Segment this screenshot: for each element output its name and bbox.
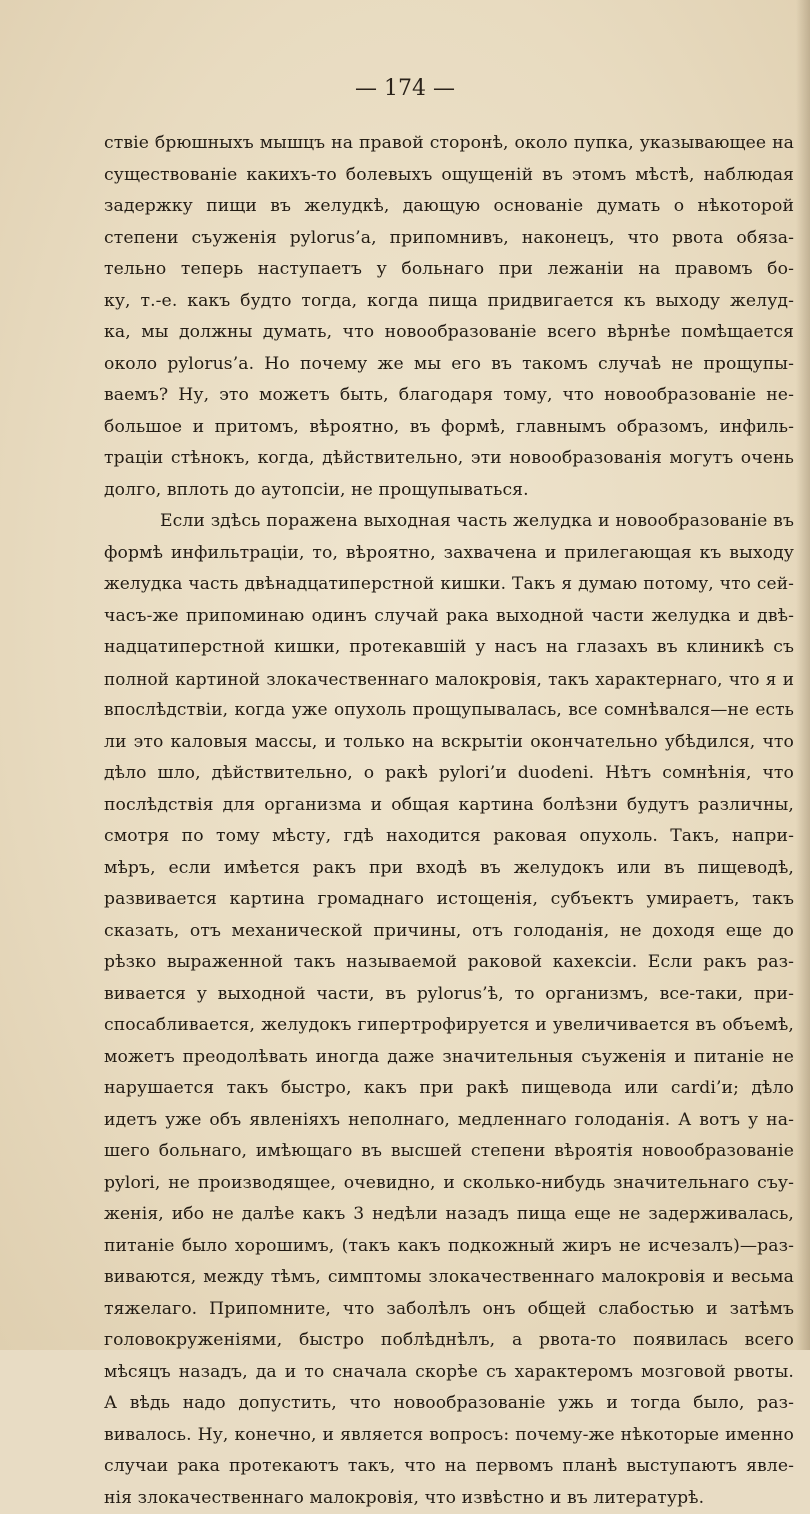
text-line: рѣзко выраженной такъ называемой раковой кахексіи. Если ракъ раз- <box>104 947 794 979</box>
text-line: А вѣдь надо допустить, что новообразованіе ужь и тогда было, раз- <box>104 1388 794 1420</box>
text-line: шего больнаго, имѣющаго въ высшей степени вѣроятія новообразованіе <box>104 1136 794 1168</box>
page-edge-shadow <box>796 0 810 1350</box>
text-line: смотря по тому мѣсту, гдѣ находится раковая опухоль. Такъ, напри- <box>104 821 794 853</box>
text-line: нія злокачественнаго малокровія, что извѣстно и въ литературѣ. <box>104 1483 794 1514</box>
text-line: мѣсяцъ назадъ, да и то сначала скорѣе съ характеромъ мозговой рвоты. <box>104 1357 794 1389</box>
text-line: развивается картина громаднаго истощенія, субъектъ умираетъ, такъ <box>104 884 794 916</box>
text-line: ваемъ? Ну, это можетъ быть, благодаря тому, что новообразованіе не- <box>104 380 794 412</box>
text-line: существованіе какихъ-то болевыхъ ощущеній въ этомъ мѣстѣ, наблюдая <box>104 160 794 192</box>
text-line: тяжелаго. Припомните, что заболѣлъ онъ общей слабостью и затѣмъ <box>104 1294 794 1326</box>
page-number: — 174 — <box>0 76 810 101</box>
text-line: ствіе брюшныхъ мышцъ на правой сторонѣ, около пупка, указывающее на <box>104 128 794 160</box>
text-line: дѣло шло, дѣйствительно, о ракѣ pylori’и duodeni. Нѣтъ сомнѣнія, что <box>104 758 794 790</box>
text-line: вивается у выходной части, въ pylorus’ѣ, то организмъ, все-таки, при- <box>104 979 794 1011</box>
text-line: ли это каловыя массы, и только на вскрытіи окончательно убѣдился, что <box>104 727 794 759</box>
body-text <box>104 128 794 1514</box>
text-line: виваются, между тѣмъ, симптомы злокачественнаго малокровія и весьма <box>104 1262 794 1294</box>
text-line: головокруженіями, быстро поблѣднѣлъ, а рвота-то появилась всего <box>104 1325 794 1357</box>
text-line: сказать, отъ механической причины, отъ голоданія, не доходя еще до <box>104 916 794 948</box>
text-line: надцатиперстной кишки, протекавшій у насъ на глазахъ въ клиникѣ съ <box>104 632 794 664</box>
text-line: впослѣдствіи, когда уже опухоль прощупывалась, все сомнѣвался—не есть <box>104 695 794 727</box>
text-line: около pylorus’a. Но почему же мы его въ такомъ случаѣ не прощупы- <box>104 349 794 381</box>
text-line: большое и притомъ, вѣроятно, въ формѣ, главнымъ образомъ, инфиль- <box>104 412 794 444</box>
text-line: степени съуженія pylorus’a, припомнивъ, наконецъ, что рвота обяза- <box>104 223 794 255</box>
text-line: часъ-же припоминаю одинъ случай рака выходной части желудка и двѣ- <box>104 601 794 633</box>
text-line: нарушается такъ быстро, какъ при ракѣ пищевода или cardi’и; дѣло <box>104 1073 794 1105</box>
text-line: спосабливается, желудокъ гипертрофируется и увеличивается въ объемѣ, <box>104 1010 794 1042</box>
text-line: мѣръ, если имѣется ракъ при входѣ въ желудокъ или въ пищеводѣ, <box>104 853 794 885</box>
text-line: траціи стѣнокъ, когда, дѣйствительно, эти новообразованія могутъ очень <box>104 443 794 475</box>
text-line: ку, т.-е. какъ будто тогда, когда пища придвигается къ выходу желуд- <box>104 286 794 318</box>
text-line: полной картиной злокачественнаго малокровія, такъ характернаго, что я и <box>104 664 794 696</box>
text-line: идетъ уже объ явленіяхъ неполнаго, медленнаго голоданія. А вотъ у на- <box>104 1105 794 1137</box>
text-line: долго, вплоть до аутопсіи, не прощупываться. <box>104 475 794 507</box>
text-line: случаи рака протекаютъ такъ, что на первомъ планѣ выступаютъ явле- <box>104 1451 794 1483</box>
text-line: послѣдствія для организма и общая картина болѣзни будутъ различны, <box>104 790 794 822</box>
text-line: желудка часть двѣнадцатиперстной кишки. Такъ я думаю потому, что сей- <box>104 569 794 601</box>
text-line: тельно теперь наступаетъ у больнаго при лежаніи на правомъ бо- <box>104 254 794 286</box>
text-line: ка, мы должны думать, что новообразованіе всего вѣрнѣе помѣщается <box>104 317 794 349</box>
text-line: pylori, не производящее, очевидно, и сколько-нибудь значительнаго съу- <box>104 1168 794 1200</box>
text-line: формѣ инфильтраціи, то, вѣроятно, захвачена и прилегающая къ выходу <box>104 538 794 570</box>
text-line: вивалось. Ну, конечно, и является вопросъ: почему-же нѣкоторые именно <box>104 1420 794 1452</box>
text-line: Если здѣсь поражена выходная часть желудка и новообразованіе въ <box>104 506 794 538</box>
text-line: женія, ибо не далѣе какъ 3 недѣли назадъ пища еще не задерживалась, <box>104 1199 794 1231</box>
text-line: можетъ преодолѣвать иногда даже значительныя съуженія и питаніе не <box>104 1042 794 1074</box>
text-line: задержку пищи въ желудкѣ, дающую основаніе думать о нѣкоторой <box>104 191 794 223</box>
text-line: питаніе было хорошимъ, (такъ какъ подкожный жиръ не исчезалъ)—раз- <box>104 1231 794 1263</box>
